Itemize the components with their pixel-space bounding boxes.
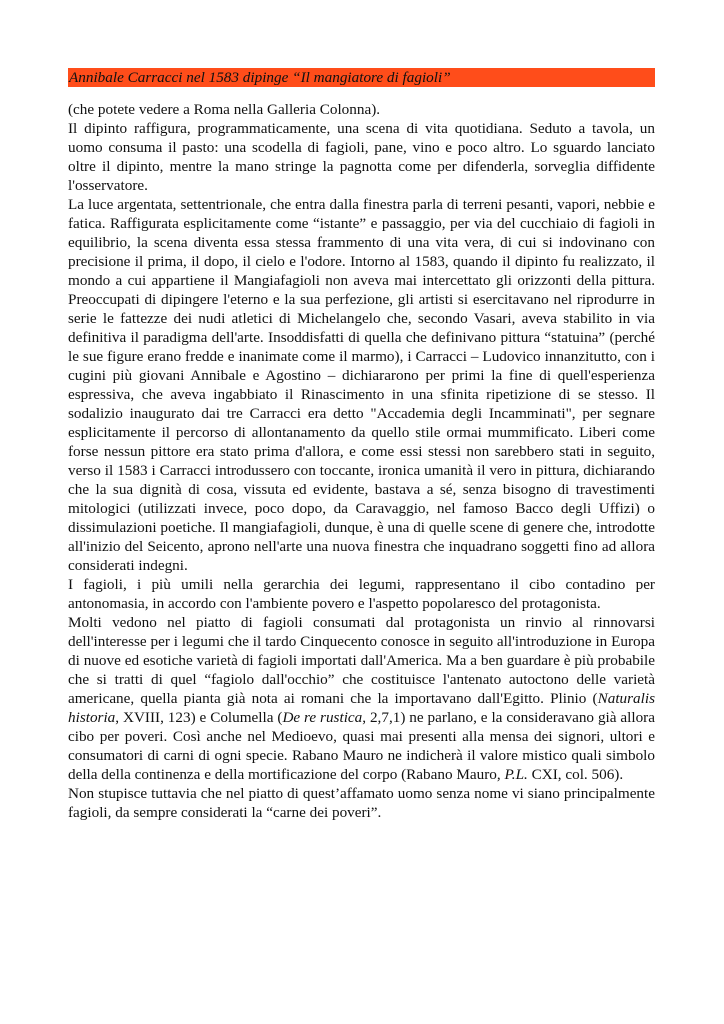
document-body <box>68 100 655 822</box>
paragraph-5-text-1: Molti vedono nel piatto di fagioli consumati dal protagonista un rinvio al rinnovarsi dell'interesse per i legumi che il tardo Cinquecento conosce in seguito all'introduzione in Europa di nuove ed esotiche varietà di fagioli importati dall'America. Ma a ben guardare è più probabile che si tratti di quel “fagiolo dall'occhio” che costituisce l'antenato autoctono delle varietà americane, quella pianta già nota ai romani che la importavano dall'Egitto. Plinio ( <box>68 614 655 707</box>
document-title: Annibale Carracci nel 1583 dipinge “Il mangiatore di fagioli” <box>68 68 655 87</box>
paragraph-4: I fagioli, i più umili nella gerarchia dei legumi, rappresentano il cibo contadino per antonomasia, in accordo con l'ambiente povero e l'aspetto popolaresco del protagonista. <box>68 576 655 612</box>
paragraph-5-text-3: , 2,7,1) ne parlano, e la consideravano già allora cibo per poveri. Così anche nel Medioevo, quasi mai presenti alla mensa dei signori, ultori e consumatori di carni di ogni specie. Rabano Mauro ne indicherà il valore mistico quali simbolo della della continenza e della mortificazione del corpo (Rabano Mauro, <box>68 709 655 783</box>
paragraph-5 <box>68 613 655 784</box>
citation-pl: P.L. <box>504 766 528 783</box>
paragraph-3: La luce argentata, settentrionale, che entra dalla finestra parla di terreni pesanti, vapori, nebbie e fatica. Raffigurata esplicitamente come “istante” e passaggio, per via del cucchiaio di fagioli in equilibrio, la scena diventa essa stessa frammento di una vita vera, di cui si indovinano con precisione il prima, il dopo, il cielo e l'odore. Intorno al 1583, quando il dipinto fu realizzato, il mondo a cui appartiene il Mangiafagioli non aveva mai intercettato gli orizzonti della pittura. Preoccupati di dipingere l'eterno e la sua perfezione, gli artisti si esercitavano nel riprodurre in serie le fattezze dei nudi atletici di Michelangelo che, secondo Vasari, aveva stabilito in via definitiva il paradigma dell'arte. Insoddisfatti di quella che definivano pittura “statuina” (perché le sue figure erano fredde e inanimate come il marmo), i Carracci – Ludovico innanzitutto, con i cugini più giovani Annibale e Agostino – dichiararono per primi la fine di quell'esperienza espressiva, che aveva ingabbiato il Rinascimento in una sfinita ripetizione di se stesso. Il sodalizio inaugurato dai tre Carracci era detto "Accademia degli Incamminati", per segnare esplicitamente il percorso di allontanamento da quello stile ormai mummificato. Liberi come forse nessun pittore era stato prima d'allora, e come essi stessi non sarebbero stati in seguito, verso il 1583 i Carracci introdussero con toccante, ironica umanità il vero in pittura, dichiarando che la sua dignità di cosa, vissuta ed evidente, bastava a sé, senza bisogno di travestimenti mitologici (utilizzati invece, poco dopo, da Caravaggio, nel famoso Bacco degli Uffizi) o dissimulazioni poetiche. Il mangiafagioli, dunque, è una di quelle scene di genere che, introdotte all'inizio del Seicento, aprono nell'arte una nuova finestra che inquadrano soggetti fino ad allora considerati indegni. <box>68 196 655 574</box>
paragraph-1: (che potete vedere a Roma nella Galleria Colonna). <box>68 101 381 118</box>
citation-de-re-rustica: De re rustica <box>282 709 363 726</box>
document-page <box>68 68 655 822</box>
paragraph-2: Il dipinto raffigura, programmaticamente, una scena di vita quotidiana. Seduto a tavola, un uomo consuma il pasto: una scodella di fagioli, pane, vino e poco altro. Lo sguardo lanciato oltre il dipinto, mentre la mano stringe la pagnotta come per difenderla, sorveglia diffidente l'osservatore. <box>68 120 655 194</box>
paragraph-5-text-2: , XVIII, 123) e Columella ( <box>115 709 283 726</box>
paragraph-6: Non stupisce tuttavia che nel piatto di quest’affamato uomo senza nome vi siano principalmente fagioli, da sempre considerati la “carne dei poveri”. <box>68 785 655 821</box>
citation-naturalis-historia: Naturalis historia <box>68 690 655 726</box>
paragraph-5-text-4: CXI, col. 506). <box>527 766 624 783</box>
